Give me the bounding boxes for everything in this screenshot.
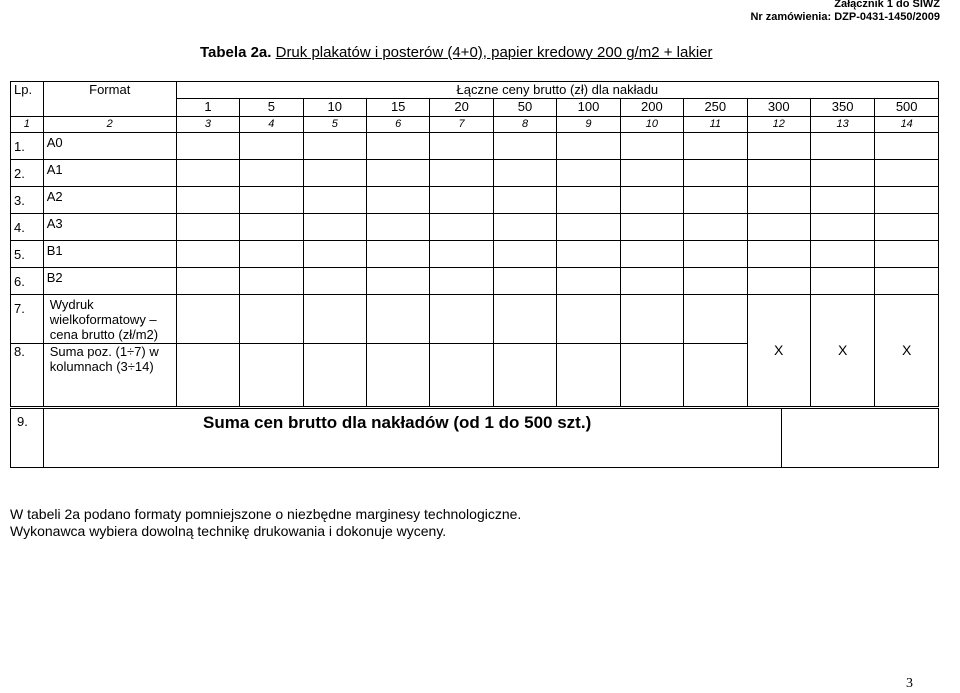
table-row <box>11 133 939 160</box>
col-number: 6 <box>366 117 429 133</box>
qty-cell: 50 <box>493 99 556 117</box>
sum-row <box>10 408 939 468</box>
sum-row-number: 9. <box>17 414 28 429</box>
note-line: W tabeli 2a podano formaty pomniejszone o niezbędne marginesy technologiczne. <box>10 506 522 522</box>
order-number: Nr zamówienia: DZP-0431-1450/2009 <box>750 11 940 23</box>
row-format: A3 <box>43 214 176 241</box>
header-lp: Lp. <box>11 82 44 117</box>
qty-cell: 10 <box>303 99 366 117</box>
table-title <box>200 44 712 62</box>
qty-cell: 200 <box>620 99 683 117</box>
col-number: 7 <box>430 117 493 133</box>
col-number: 9 <box>557 117 620 133</box>
page-number: 3 <box>906 676 913 691</box>
row-format: B2 <box>43 268 176 295</box>
row-number: 3. <box>11 187 44 214</box>
table-row <box>11 268 939 295</box>
table-title-text: Druk plakatów i posterów (4+0), papier kredowy 200 g/m2 + lakier <box>275 44 713 61</box>
col-number: 3 <box>176 117 239 133</box>
row-number: 2. <box>11 160 44 187</box>
row-format: A2 <box>43 187 176 214</box>
header-format: Format <box>43 82 176 117</box>
row-format: A1 <box>43 160 176 187</box>
row-format: Suma poz. (1÷7) w kolumnach (3÷14) <box>43 344 176 407</box>
qty-cell: 300 <box>747 99 810 117</box>
table-row <box>11 241 939 268</box>
col-number: 5 <box>303 117 366 133</box>
row-number: 1. <box>11 133 44 160</box>
col-number: 12 <box>747 117 810 133</box>
attachment-label: Załącznik 1 do SIWZ <box>834 0 940 10</box>
row-format: Wydruk wielkoformatowy – cena brutto (zł/m2) <box>43 295 176 344</box>
row-format: A0 <box>43 133 176 160</box>
col-number: 11 <box>684 117 747 133</box>
price-table <box>10 81 939 407</box>
col-number: 8 <box>493 117 556 133</box>
table-row <box>11 160 939 187</box>
table-row <box>11 187 939 214</box>
row-number: 4. <box>11 214 44 241</box>
sum-row-label: Suma cen brutto dla nakładów (od 1 do 500 szt.) <box>203 413 592 432</box>
qty-cell: 250 <box>684 99 747 117</box>
row-format: B1 <box>43 241 176 268</box>
table-row <box>11 214 939 241</box>
qty-cell: 100 <box>557 99 620 117</box>
x-mark: X <box>747 295 810 407</box>
qty-cell: 15 <box>366 99 429 117</box>
table-title-lead: Tabela 2a. <box>200 44 272 61</box>
qty-cell: 500 <box>875 99 939 117</box>
document-header <box>750 0 940 24</box>
col-number: 13 <box>810 117 874 133</box>
qty-cell: 1 <box>176 99 239 117</box>
notes <box>10 506 521 540</box>
row-number: 7. <box>11 295 44 344</box>
x-mark: X <box>875 295 939 407</box>
row-number: 8. <box>11 344 44 407</box>
qty-cell: 5 <box>240 99 303 117</box>
qty-cell: 350 <box>810 99 874 117</box>
col-number: 14 <box>875 117 939 133</box>
col-number: 10 <box>620 117 683 133</box>
row-number: 6. <box>11 268 44 295</box>
note-line: Wykonawca wybiera dowolną technikę drukowania i dokonuje wyceny. <box>10 523 447 539</box>
col-number: 4 <box>240 117 303 133</box>
table-row <box>11 295 939 344</box>
header-prices: Łączne ceny brutto (zł) dla nakładu <box>176 82 938 99</box>
row-number: 5. <box>11 241 44 268</box>
x-mark: X <box>810 295 874 407</box>
qty-cell: 20 <box>430 99 493 117</box>
col-number: 1 <box>11 117 44 133</box>
col-number: 2 <box>43 117 176 133</box>
